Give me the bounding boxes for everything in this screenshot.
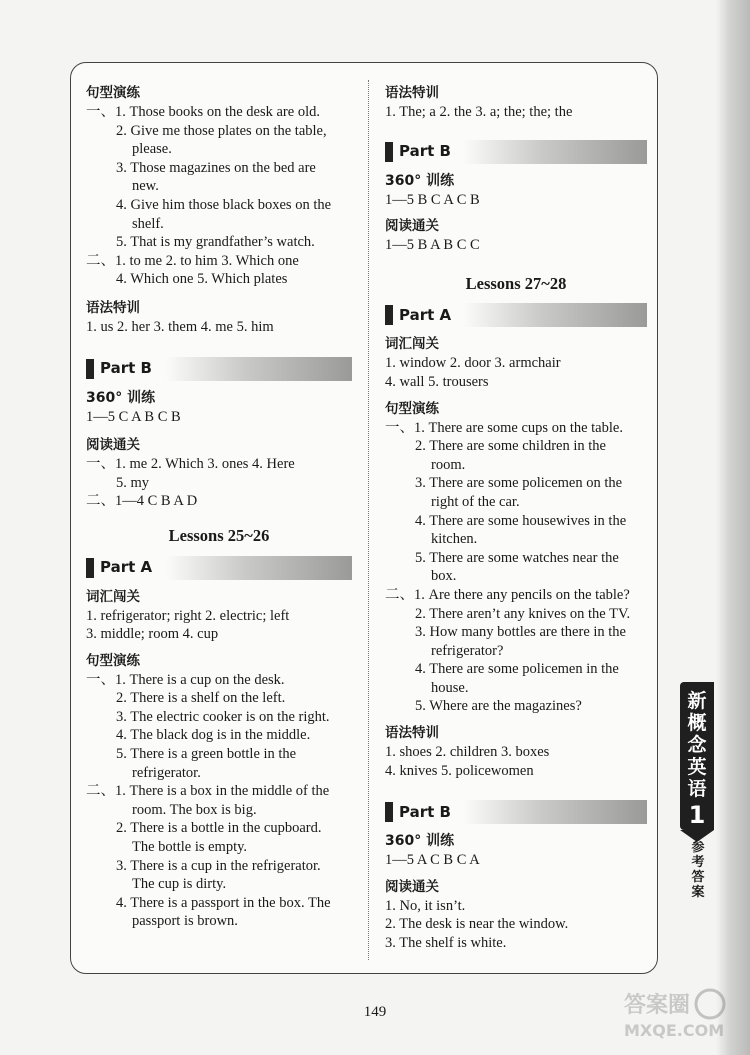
part-label: Part B: [399, 142, 451, 161]
answer-line: 1. No, it isn’t.: [385, 897, 466, 914]
svg-text:MXQE.COM: MXQE.COM: [624, 1021, 725, 1040]
answer-line: 1. shoes 2. children 3. boxes: [385, 744, 550, 761]
answer-line: 1. window 2. door 3. armchair: [385, 355, 561, 372]
answer-line: 一、1. There is a cup on the desk.: [86, 671, 285, 688]
answer-line: 4. The black dog is in the middle.: [116, 727, 311, 744]
answer-line: 4. wall 5. trousers: [385, 373, 489, 390]
answer-line: 5. my: [116, 474, 150, 491]
page-edge-shadow: [716, 0, 750, 1055]
section-title: 句型演练: [86, 652, 140, 669]
answer-line: kitchen.: [431, 531, 478, 548]
answer-line: 二、1. to me 2. to him 3. Which one: [86, 252, 299, 269]
part-b-header: [385, 800, 647, 824]
part-marker: [86, 359, 94, 379]
answer-line: 4. There are some policemen in the: [415, 661, 619, 678]
answer-line: 1—5 A C B C A: [385, 852, 480, 869]
lessons-heading: Lessons 27~28: [465, 273, 567, 293]
answer-line: house.: [431, 679, 469, 696]
answer-line: new.: [132, 178, 159, 195]
answer-line: 5. There are some watches near the: [415, 549, 619, 566]
section-title: 语法特训: [385, 85, 439, 101]
answer-line: 4. There are some housewives in the: [415, 512, 627, 529]
answer-line: 二、1. There is a box in the middle of the: [86, 783, 330, 800]
answer-line: 3. Those magazines on the bed are: [116, 159, 316, 176]
part-a-header: [385, 303, 647, 327]
answer-line: 4. There is a passport in the box. The: [116, 894, 331, 911]
answer-line: room.: [431, 456, 466, 473]
right-column: [385, 78, 647, 953]
left-column: [86, 78, 352, 931]
answer-line: 3. There is a cup in the refrigerator.: [116, 857, 321, 874]
answer-line: 3. The electric cooker is on the right.: [116, 708, 330, 725]
answer-line: 1—5 B A B C C: [385, 237, 480, 254]
answer-line: 3. How many bottles are there in the: [415, 624, 626, 641]
answer-line: The bottle is empty.: [132, 839, 248, 856]
answer-line: 一、1. me 2. Which 3. ones 4. Here: [86, 456, 295, 473]
part-b-header: [385, 140, 647, 164]
answer-line: 一、1. There are some cups on the table.: [385, 419, 623, 436]
answer-line: 3. The shelf is white.: [385, 935, 507, 952]
answer-line: passport is brown.: [132, 913, 238, 930]
answer-line: 5. There is a green bottle in the: [116, 746, 297, 763]
answer-line: 5. Where are the magazines?: [415, 698, 582, 715]
answer-line: 2. There are some children in the: [415, 438, 606, 455]
section-title: 阅读通关: [385, 878, 439, 895]
answer-line: 3. middle; room 4. cup: [86, 626, 219, 643]
part-b-header: [86, 357, 352, 381]
watermark-logo: [622, 982, 732, 1042]
answer-line: The cup is dirty.: [132, 876, 227, 893]
answer-line: 4. Which one 5. Which plates: [116, 271, 288, 288]
answer-line: 1—5 B C A C B: [385, 191, 480, 208]
section-title: 360° 训练: [86, 389, 156, 406]
part-label: Part B: [100, 359, 152, 378]
answer-line: 2. There is a bottle in the cupboard.: [116, 820, 322, 837]
part-label: Part B: [399, 802, 451, 821]
side-tab-volume: 1: [688, 801, 706, 829]
answer-line: 一、1. Those books on the desk are old.: [86, 104, 320, 120]
section-title: 阅读通关: [385, 218, 439, 235]
answer-line: 1. refrigerator; right 2. electric; left: [86, 607, 290, 624]
part-marker: [385, 305, 393, 325]
section-title: 词汇闯关: [385, 336, 439, 353]
page-number: 149: [363, 1004, 387, 1020]
answer-line: 4. knives 5. policewomen: [385, 762, 534, 779]
side-tab-title: 新 概 念 英 语: [687, 690, 707, 800]
part-marker: [86, 558, 94, 578]
answer-line: box.: [431, 568, 457, 585]
part-marker: [385, 142, 393, 162]
answer-line: 1. The; a 2. the 3. a; the; the; the: [385, 104, 573, 120]
section-title: 语法特训: [86, 299, 140, 316]
answer-line: 2. There aren’t any knives on the TV.: [415, 605, 631, 622]
section-title: 360° 训练: [385, 172, 455, 189]
book-side-tab: [680, 682, 714, 830]
answer-line: 5. That is my grandfather’s watch.: [116, 234, 315, 251]
answer-line: shelf.: [132, 215, 164, 232]
section-title: 句型演练: [86, 85, 140, 101]
answer-line: refrigerator.: [132, 764, 201, 781]
part-label: Part A: [399, 306, 452, 325]
answer-line: 2. There is a shelf on the left.: [116, 690, 286, 707]
answer-line: 二、1—4 C B A D: [86, 493, 198, 510]
part-label: Part A: [100, 558, 153, 577]
answer-line: 二、1. Are there any pencils on the table?: [385, 586, 630, 603]
answer-line: 4. Give him those black boxes on the: [116, 196, 332, 213]
section-title: 360° 训练: [385, 833, 455, 850]
answer-line: refrigerator?: [431, 642, 504, 659]
answer-line: 1. us 2. her 3. them 4. me 5. him: [86, 318, 274, 335]
answer-line: right of the car.: [431, 493, 520, 510]
section-title: 词汇闯关: [86, 588, 140, 605]
section-title: 语法特训: [385, 725, 439, 742]
lessons-heading: Lessons 25~26: [168, 525, 270, 545]
answer-line: 2. The desk is near the window.: [385, 916, 569, 933]
answer-line: 3. There are some policemen on the: [415, 475, 623, 492]
answer-line: please.: [132, 141, 172, 158]
answer-line: room. The box is big.: [132, 801, 257, 818]
part-a-header: [86, 556, 352, 580]
part-marker: [385, 802, 393, 822]
column-divider: [368, 80, 369, 960]
side-tab-subtitle: 参 考 答 案: [691, 840, 705, 900]
answer-line: 1—5 C A B C B: [86, 408, 181, 425]
section-title: 句型演练: [385, 400, 439, 417]
svg-text:答案圈: 答案圈: [624, 993, 691, 1018]
answer-line: 2. Give me those plates on the table,: [116, 122, 327, 139]
section-title: 阅读通关: [86, 437, 140, 454]
